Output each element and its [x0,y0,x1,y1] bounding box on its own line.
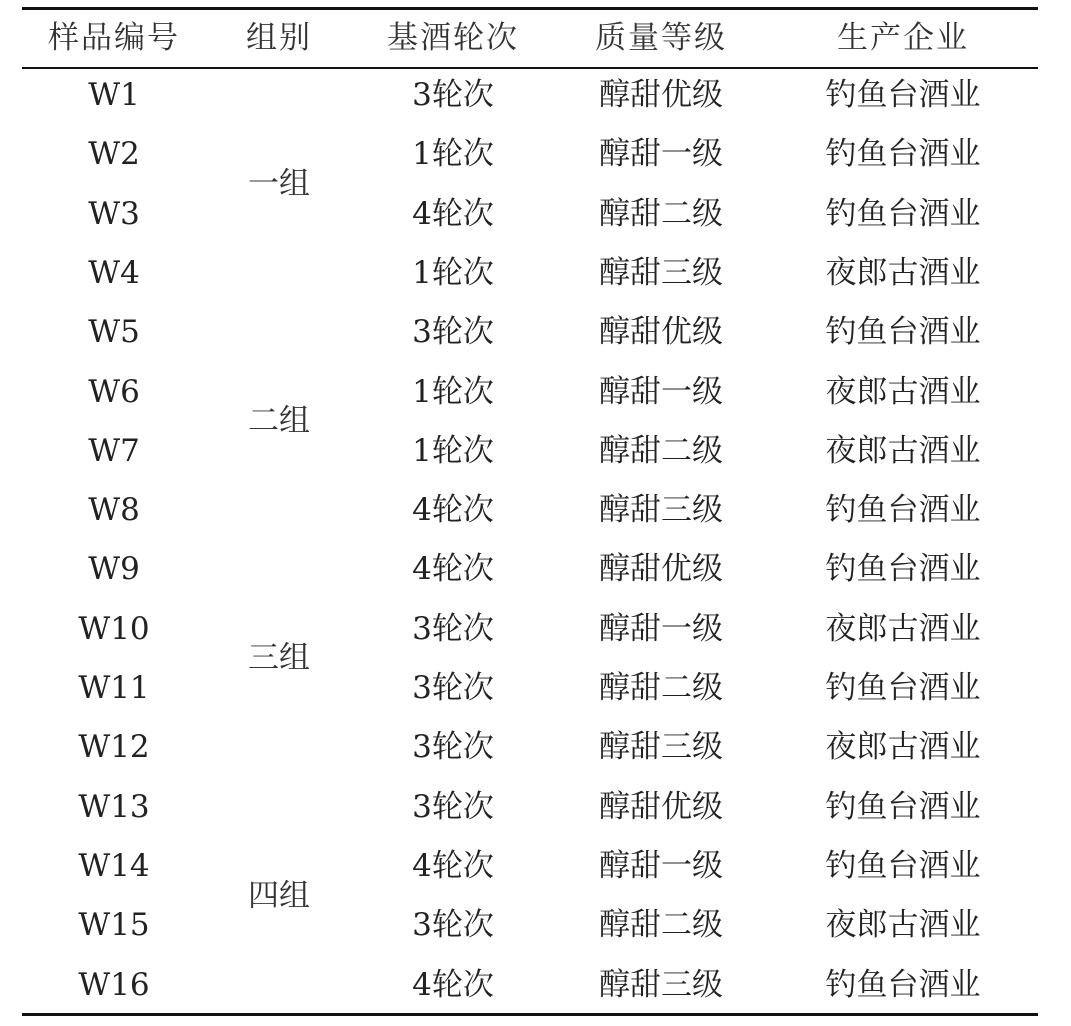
quality-grade-cell: 醇甜优级 [599,77,723,113]
sample-id-cell: W15 [78,907,150,944]
producer-cell: 钓鱼台酒业 [825,670,981,706]
producer-cell: 钓鱼台酒业 [825,847,981,884]
producer-cell: 钓鱼台酒业 [825,551,981,588]
sample-id-cell: W11 [78,670,150,706]
base-round-cell: 4轮次 [412,847,494,884]
quality-grade-cell: 醇甜一级 [599,847,723,884]
producer-cell: 夜郎古酒业 [825,254,981,291]
base-round-cell: 3轮次 [412,610,494,647]
producer-cell: 钓鱼台酒业 [825,195,981,232]
quality-grade-cell: 醇甜二级 [599,670,723,706]
quality-grade-cell: 醇甜二级 [599,195,723,232]
group-label-cell: 四组 [248,877,310,914]
group-label-cell: 一组 [248,165,310,202]
base-round-cell: 3轮次 [412,907,494,944]
base-round-cell: 3轮次 [412,788,494,825]
quality-grade-cell: 醇甜优级 [599,788,723,825]
quality-grade-cell: 醇甜优级 [599,314,723,351]
quality-grade-cell: 醇甜二级 [599,907,723,944]
table-header-rule [22,67,1038,69]
quality-grade-cell: 醇甜三级 [599,966,723,1003]
base-round-cell: 1轮次 [412,432,494,469]
sample-id-cell: W5 [88,314,140,351]
producer-cell: 钓鱼台酒业 [825,314,981,351]
base-round-cell: 4轮次 [412,195,494,232]
base-round-cell: 3轮次 [412,729,494,766]
quality-grade-cell: 醇甜三级 [599,254,723,291]
quality-grade-cell: 醇甜一级 [599,373,723,410]
producer-cell: 钓鱼台酒业 [825,136,981,173]
sample-id-cell: W12 [78,729,150,766]
sample-id-cell: W13 [78,788,150,825]
producer-cell: 钓鱼台酒业 [825,492,981,529]
base-round-cell: 3轮次 [412,670,494,706]
base-round-cell: 1轮次 [412,136,494,173]
sample-id-cell: W2 [88,136,140,173]
base-round-cell: 3轮次 [412,77,494,113]
header-quality-grade: 质量等级 [595,20,727,56]
producer-cell: 夜郎古酒业 [825,432,981,469]
base-round-cell: 4轮次 [412,551,494,588]
quality-grade-cell: 醇甜优级 [599,551,723,588]
header-base-round: 基酒轮次 [387,20,519,56]
group-label-cell: 三组 [248,640,310,677]
sample-id-cell: W9 [88,551,140,588]
sample-id-cell: W6 [88,373,140,410]
header-sample-id: 样品编号 [48,20,180,56]
base-round-cell: 1轮次 [412,254,494,291]
producer-cell: 夜郎古酒业 [825,729,981,766]
producer-cell: 夜郎古酒业 [825,373,981,410]
producer-cell: 钓鱼台酒业 [825,77,981,113]
sample-id-cell: W8 [88,492,140,529]
base-round-cell: 4轮次 [412,966,494,1003]
sample-id-cell: W3 [88,195,140,232]
header-group: 组别 [246,20,312,56]
producer-cell: 夜郎古酒业 [825,907,981,944]
quality-grade-cell: 醇甜三级 [599,492,723,529]
quality-grade-cell: 醇甜三级 [599,729,723,766]
quality-grade-cell: 醇甜一级 [599,610,723,647]
header-producer: 生产企业 [837,20,969,56]
quality-grade-cell: 醇甜一级 [599,136,723,173]
base-round-cell: 1轮次 [412,373,494,410]
sample-id-cell: W7 [88,432,140,469]
table-bottom-rule [22,1013,1038,1016]
sample-id-cell: W1 [88,77,140,113]
table-top-rule [22,7,1038,10]
base-round-cell: 4轮次 [412,492,494,529]
producer-cell: 钓鱼台酒业 [825,788,981,825]
sample-id-cell: W10 [78,610,150,647]
producer-cell: 夜郎古酒业 [825,610,981,647]
sample-id-cell: W16 [78,966,150,1003]
group-label-cell: 二组 [248,403,310,440]
base-round-cell: 3轮次 [412,314,494,351]
sample-id-cell: W4 [88,254,140,291]
quality-grade-cell: 醇甜二级 [599,432,723,469]
producer-cell: 钓鱼台酒业 [825,966,981,1003]
sample-id-cell: W14 [78,847,150,884]
